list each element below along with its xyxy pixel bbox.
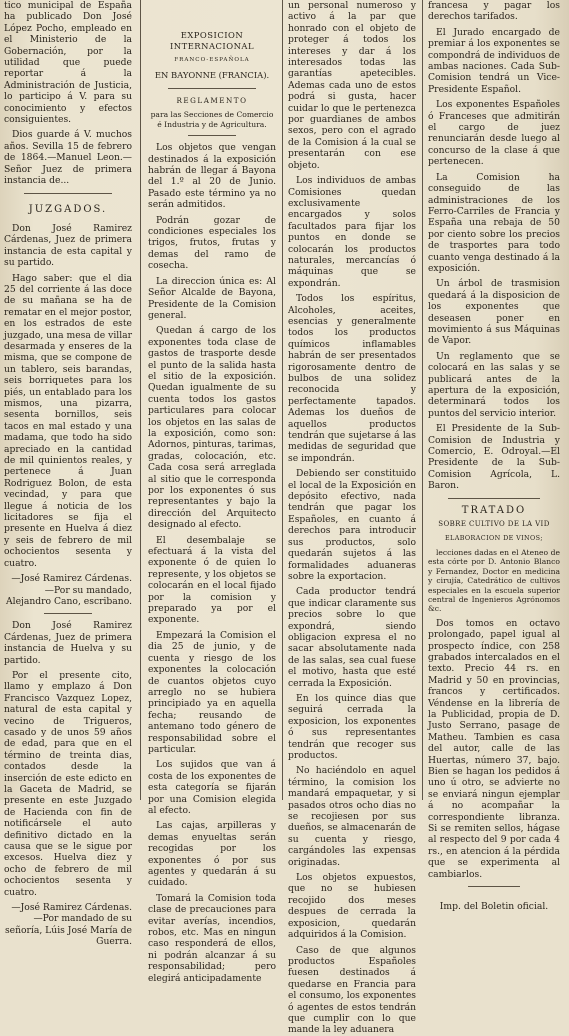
paragraph: Caso de que algunos productos Españoles fuesen destinados á quedarse en Francia para el consumo, los exponentes ó agentes de estos tendrán que cumplir con lo que mande la ley aduanera bbox=[288, 944, 416, 1036]
paragraph: Dos tomos en octavo prolongado, papel igual al prospecto índice, con 258 grabados intercalados en el texto. Precio 44 rs. en Madrid y 50 en provincias, francos y certificados. Véndense en la librería de la Publicidad, propia de D. Justo Serrano, pasage de Matheu. Tambien es casa del autor, calle de las Huertas, número 37, bajo. Bien se hagan los pedidos á uno ú otro, se advierte no se enviará ningun ejemplar á no acompañar la correspondiente libranza. Si se remiten sellos, hágase al respecto del 9 por cada 4 rs., en atencion á la pérdida que se experimenta al cambiarlos. bbox=[428, 617, 560, 880]
column-rule bbox=[282, 0, 283, 800]
section-heading: JUZGADOS. bbox=[28, 203, 108, 215]
paragraph: Un árbol de trasmision quedará á la disposicion de los exponentes que deseasen poner en movimiento á sus Máquinas de Vapor. bbox=[428, 278, 560, 347]
paragraph: El Jurado encargado de premiar á los exponentes se compondrá de individuos de ambas naciones. Cada Sub-Comision tendrá un Vice-Presidente Español. bbox=[428, 26, 560, 95]
paragraph: Hago saber: que el dia 25 del corriente á las doce de su mañana se ha de rematar en el mejor postor, en los estrados de este juzgado, una mesa de villar desarmada y enseres de la misma, que se compone de un tablero, seis barandas, seis borriquetes para los piés, un entablado para los mismos, una pizarra, sesenta bornillos, seis tacos en mal estado y una madama, que todo ha sido apreciado en la cantidad de mil quinientos reales, y pertenece á Juan Rodriguez Bolon, de esta vecindad, y para que llegue á noticia de los licitadores se fija el presente en Huelva á diez y seis de febrero de mil ochocientos sesenta y cuatro. bbox=[4, 272, 132, 569]
imprint: Imp. del Boletin oficial. bbox=[439, 901, 549, 913]
paragraph: Por el presente cito, llamo y emplazo á Don Francisco Vazquez Lopez, natural de esta capital y vecino de Trigueros, casado y de unos 59 años de edad, para que en el término de treinta dias, contados desde la inserción de este edicto en la Gaceta de Madrid, se presente en este Juzgado de Hacienda con fin de notificársele el auto definitivo dictado en la causa que se le sigue por excesos. Huelva diez y ocho de febrero de mil ochocientos sesenta y cuatro. bbox=[4, 669, 132, 898]
divider bbox=[468, 886, 520, 887]
divider bbox=[188, 135, 236, 136]
paragraph: Podrán gozar de condiciones especiales los trigos, frutos, frutas y demas del ramo de cosecha. bbox=[148, 214, 276, 272]
divider bbox=[24, 193, 112, 194]
paragraph: Tomará la Comision toda clase de precauciones para evitar averías, incendios, robos, etc. Mas en ningun caso responderá de ellos, ni podrán alcanzar á su responsabilidad; pero elegirá anticipadamente bbox=[148, 892, 276, 984]
paragraph: Empezará la Comision el dia 25 de junio, y de cuenta y riesgo de los exponentes la colocación de cuantos objetos cuyo arreglo no se hubiera principiado ya en aquella fecha; reusando de antemano todo género de responsabilidad sobre el particular. bbox=[148, 629, 276, 755]
column-rule bbox=[422, 0, 423, 800]
column-4 bbox=[428, 0, 560, 913]
article-place: EN BAYONNE (FRANCIA). bbox=[154, 70, 270, 81]
column-rule bbox=[140, 0, 141, 800]
article-title: EXPOSICION INTERNACIONAL bbox=[169, 30, 255, 52]
paragraph: Los individuos de ambas Comisiones quedan exclusivamente encargados y solos facultados para fijar los puntos en donde se colocarán los productos naturales, mercancías ó máquinas que se expondrán. bbox=[288, 175, 416, 289]
column-3 bbox=[288, 0, 416, 1036]
paragraph: Las cajas, arpilleras y demas enyueltas serán recogidas por los exponentes ó por sus agentes y quedarán á su cuidado. bbox=[148, 820, 276, 889]
paragraph: Los objetos expuestos, que no se hubiesen recojido dos meses despues de cerrada la exposicion, quedarán adquiridos á la Comision. bbox=[288, 872, 416, 941]
paragraph: Debiendo ser constituido el local de la Exposición en depósito efectivo, nada tendrán que pagar los Españoles, en cuanto á derechos para introducir sus productos, solo quedarán sujetos á las formalidades aduaneras sobre la exportacion. bbox=[288, 468, 416, 582]
paragraph: Todos los espíritus, Alcoholes, aceites, esencias y generalmente todos los productos químicos inflamables habrán de ser presentados rigorosamente dentro de bulbos de una solidez reconocida y perfectamente tapados. Ademas los dueños de aquellos productos tendrán que sujetarse á las medidas de seguridad que se impondrán. bbox=[288, 293, 416, 464]
paragraph: tico municipal de España ha publicado Don José López Pocho, empleado en el Ministerio de la Gobernación, por la utilidad que puede reportar á la Administración de Justicia, lo participo á V. para su conocimiento y efectos consiguientes. bbox=[4, 0, 132, 126]
section-heading: TRATADO bbox=[461, 504, 527, 516]
signature: —José Ramirez Cárdenas.—Por su mandado, Alejandro Cano, escribano. bbox=[6, 573, 132, 607]
divider bbox=[44, 613, 92, 614]
section-subheading: ELABORACION DE VINOS; bbox=[444, 534, 543, 543]
paragraph: Un reglamento que se colocará en las salas y se publicará antes de la apertura de la exposición, determinará todos los puntos del servicio interior. bbox=[428, 350, 560, 419]
paragraph: Los exponentes Españoles ó Franceses que admitirán el cargo de juez renunciarán desde luego al concurso de la clase á que pertenecen. bbox=[428, 99, 560, 168]
paragraph: un personal numeroso y activo á la par que honrado con el objeto de proteger á todos los intereses y dar á los interesados todas las garantías apetecibles. Ademas cada uno de estos podrá si gusta, hacer cuidar lo que le pertenezca por guardianes de ambos sexos, pero con el agrado de la Comision á la cual se presentarán con ese objeto. bbox=[288, 0, 416, 171]
regulation-heading: REGLAMENTO bbox=[176, 95, 248, 105]
paragraph: El desembalaje se efectuará á la vista del exponente ó de quien lo represente, y los objetos se colocarán en el local fijado por la comision y preparado ya por el exponente. bbox=[148, 534, 276, 626]
article-subtitle: FRANCO-ESPAÑOLA bbox=[174, 56, 250, 63]
paragraph: Cada productor tendrá que indicar claramente sus precios sobre lo que expondrá, siendo obligacion expresa el no sacar absolutamente nada de las salas, sea cual fuese el motivo, hasta que esté cerrada la Exposición. bbox=[288, 586, 416, 689]
paragraph: Quedan á cargo de los exponentes toda clase de gastos de trasporte desde el punto de la salida hasta el sitio de la exposición. Quedan igualmente de su cuenta todos los gastos particulares para colocar los objetos en las salas de la exposición, como son: Adornos, pinturas, tarimas, gradas, colocación, etc. Cada cosa será arreglada al sitio que le corresponda por los exponentes ó sus representantes y bajo la dirección del Arquitecto designado al efecto. bbox=[148, 325, 276, 531]
paragraph: Don José Ramirez Cárdenas, Juez de primera instancia de esta capital y su partido. bbox=[4, 222, 132, 269]
paragraph: En los quince dias que seguirá cerrada la exposicion, los exponentes ó sus representantes tendrán que recoger sus productos. bbox=[288, 692, 416, 761]
paragraph: La direccion única es: Al Señor Alcalde de Bayona, Presidente de la Comision general. bbox=[148, 275, 276, 321]
signature: —José Ramirez Cárdenas.—Por mandado de su señoría, Lúis José María de Guerra. bbox=[4, 902, 132, 948]
paragraph: El Presidente de la Sub-Comision de Industria y Comercio, E. Odroyal.—El Presidente de la Sub-Comision Agrícola, L. Baron. bbox=[428, 423, 560, 492]
column-1 bbox=[4, 0, 132, 948]
divider bbox=[168, 88, 256, 89]
paragraph: Los sujidos que van á costa de los exponentes de esta categoría se fijarán por una Comision elegida al efecto. bbox=[148, 759, 276, 816]
paragraph: Dios guarde á V. muchos años. Sevilla 15 de febrero de 1864.—Manuel Leon.—Señor Juez de primera instancia de... bbox=[4, 129, 132, 187]
divider bbox=[448, 498, 540, 499]
section-subheading: SOBRE CULTIVO DE LA VID bbox=[438, 520, 550, 529]
paragraph: Don José Ramirez Cárdenas, Juez de primera instancia de Huelva y su partido. bbox=[4, 620, 132, 666]
paragraph: Los objetos que vengan destinados á la exposición habrán de llegar á Bayona del 1.º al 20 de Junio. Pasado este término ya no serán admitidos. bbox=[148, 142, 276, 211]
paragraph: francesa y pagar los derechos tarifados. bbox=[428, 0, 560, 23]
paragraph: No haciéndolo en aquel término, la comision los mandará empaquetar, y si pasados otros ocho dias no se recojiesen por sus dueños, se almacenarán de su cuenta y riesgo, cargándoles las expensas originadas. bbox=[288, 765, 416, 868]
paragraph: La Comision ha conseguido de las administraciones de los Ferro-Carriles de Francia y España una rebaja de 50 por ciento sobre los precios de trasportes para todo cuanto venga destinado á la exposición. bbox=[428, 171, 560, 274]
regulation-subheading: para las Secciones de Comercio é Industria y de Agricultura. bbox=[150, 110, 274, 129]
column-2 bbox=[148, 0, 276, 984]
paragraph: lecciones dadas en el Ateneo de esta córte por D. Antonio Blanco y Fernandez, Doctor en medicina y cirujía, Catedrático de cultivos especiales en la escuela superior central de Ingenieros Agrónomos &c. bbox=[428, 547, 560, 614]
